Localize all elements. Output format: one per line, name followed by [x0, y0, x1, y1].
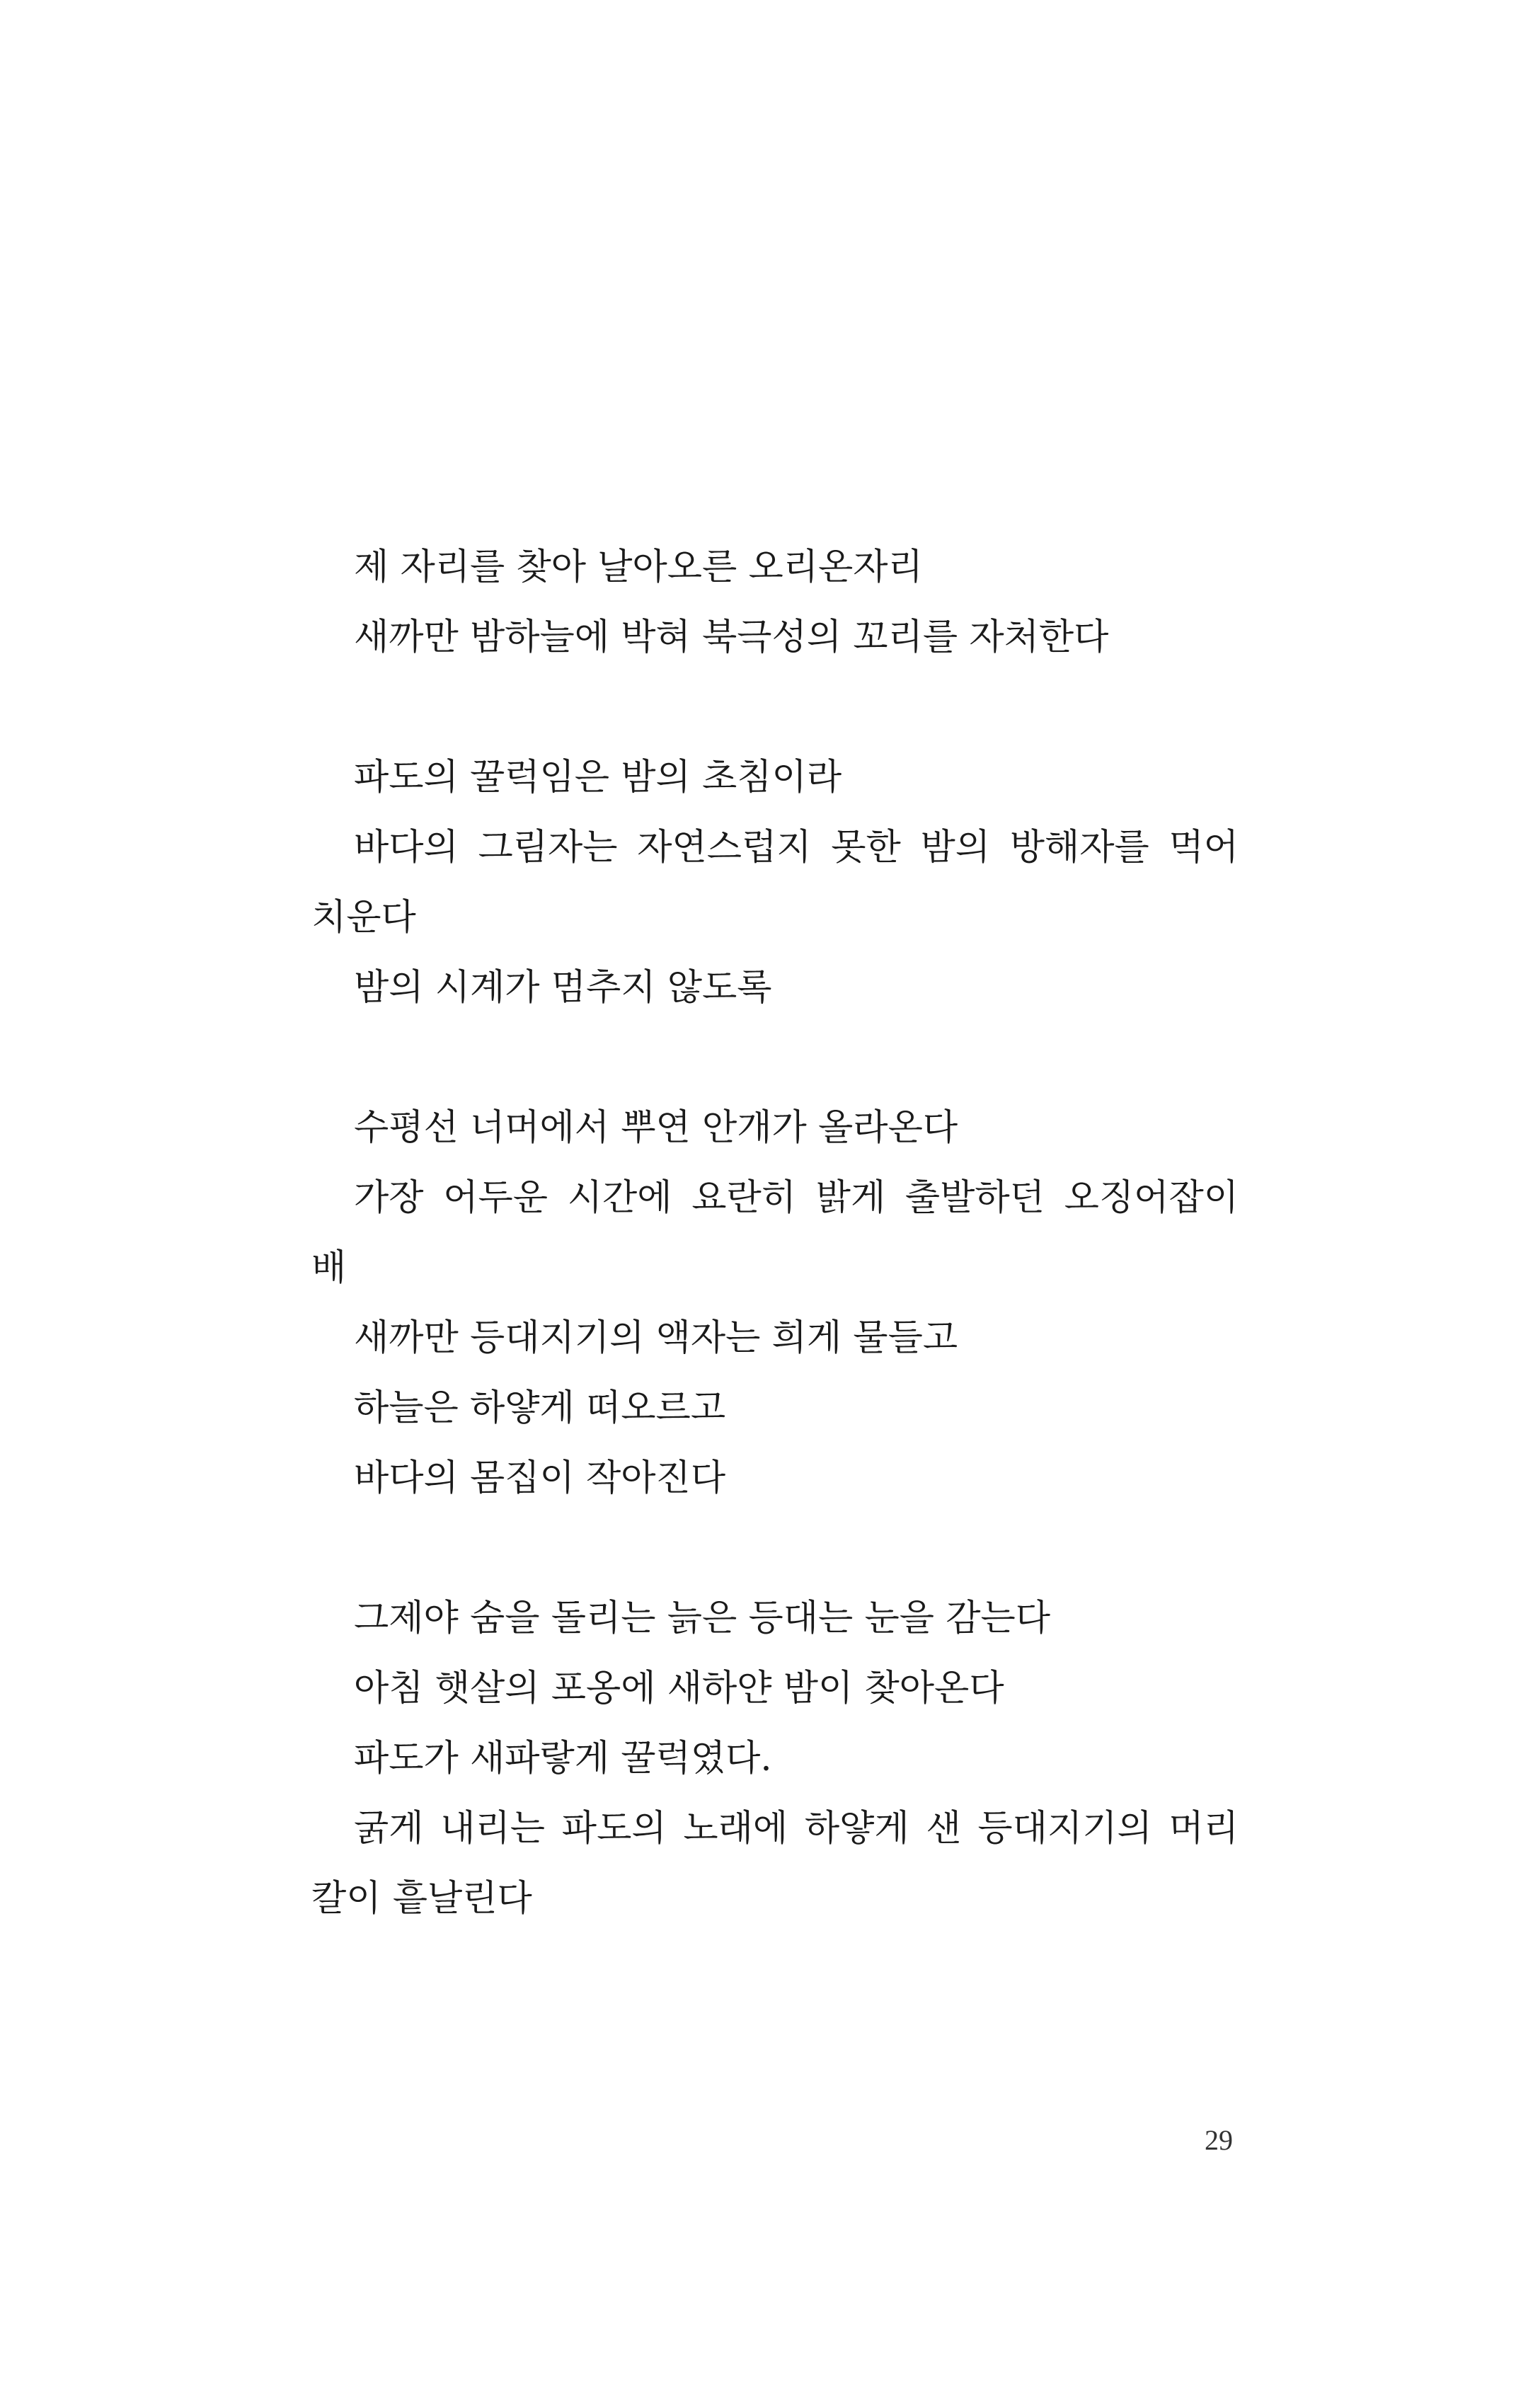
poem-line-continuation: 치운다 — [311, 897, 416, 939]
poem-word: 오징어잡이 — [1064, 1177, 1239, 1219]
poem-line: 새까만 등대지기의 액자는 희게 물들고 — [354, 1317, 958, 1359]
poem-word: 머리 — [1168, 1808, 1239, 1850]
poem-word: 노래에 — [683, 1808, 788, 1850]
poem-line-continuation: 배 — [311, 1247, 347, 1289]
poem-word: 방해자를 — [1009, 827, 1149, 868]
poem-word: 자연스럽지 — [637, 827, 812, 868]
stanza-break — [311, 672, 1239, 743]
poem-word: 샌 — [926, 1808, 961, 1850]
poem-word: 밝게 — [815, 1177, 886, 1219]
poem-word: 먹어 — [1168, 827, 1239, 868]
stanza-break — [311, 1023, 1239, 1093]
poem-body — [311, 532, 1239, 1934]
poem-line: 밤의 시계가 멈추지 않도록 — [354, 967, 772, 1009]
poem-line: 하늘은 하얗게 떠오르고 — [354, 1387, 726, 1429]
poem-line: 제 자리를 찾아 날아오른 오리온자리 — [354, 546, 923, 588]
page-number: 29 — [1205, 2124, 1233, 2156]
stanza-break — [311, 1513, 1239, 1583]
poem-line-continuation: 칼이 흩날린다 — [311, 1878, 532, 1920]
poem-word: 등대지기의 — [977, 1808, 1152, 1850]
poem-word: 바다의 — [354, 827, 459, 868]
poem-line: 그제야 숨을 돌리는 늙은 등대는 눈을 감는다 — [354, 1598, 1051, 1639]
poem-word: 어두운 — [443, 1177, 549, 1219]
poem-line: 아침 햇살의 포옹에 새하얀 밤이 찾아온다 — [354, 1668, 1004, 1709]
poem-word: 그림자는 — [478, 827, 618, 868]
poem-line: 수평선 너머에서 뿌연 안개가 올라온다 — [354, 1107, 958, 1149]
poem-word: 시간에 — [567, 1177, 672, 1219]
poem-line: 바다의 몸집이 작아진다 — [354, 1457, 726, 1499]
poem-word: 밤의 — [920, 827, 991, 868]
poem-word: 출발하던 — [905, 1177, 1045, 1219]
poem-line: 파도의 꿀럭임은 밤의 초침이라 — [354, 757, 842, 798]
poem-line: 파도가 새파랗게 꿀럭였다. — [354, 1738, 772, 1779]
poem-word: 요란히 — [691, 1177, 796, 1219]
poem-line — [311, 1163, 1239, 1233]
poem-word: 못한 — [831, 827, 901, 868]
poem-word: 가장 — [354, 1177, 424, 1219]
poem-word: 내리는 — [440, 1808, 546, 1850]
poem-word: 파도의 — [561, 1808, 667, 1850]
poem-word: 하얗게 — [804, 1808, 909, 1850]
poem-line: 새까만 밤하늘에 박혀 북극성의 꼬리를 자처한다 — [354, 617, 1109, 658]
poem-word: 굵게 — [354, 1808, 424, 1850]
poem-line — [311, 813, 1239, 883]
poem-line — [311, 1794, 1239, 1864]
